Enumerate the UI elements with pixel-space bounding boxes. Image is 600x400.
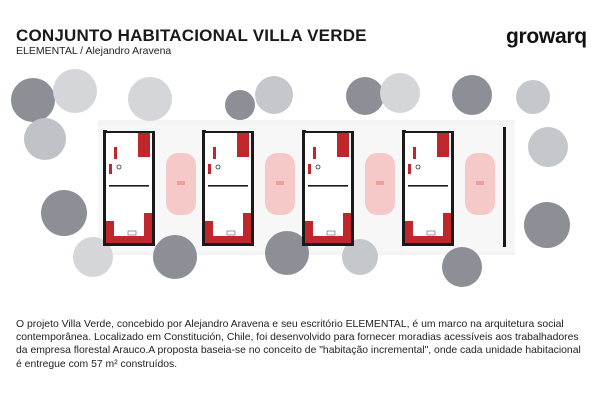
tree: [225, 90, 255, 120]
tree: [24, 118, 66, 160]
tree: [41, 190, 87, 236]
tree: [380, 73, 420, 113]
tree: [516, 80, 550, 114]
site-plan: [0, 65, 600, 287]
tree: [53, 69, 97, 113]
page-subtitle: ELEMENTAL / Alejandro Aravena: [16, 45, 172, 57]
tree: [11, 78, 55, 122]
tree: [524, 202, 570, 248]
brand-logo: growarq: [506, 25, 587, 48]
tree: [452, 75, 492, 115]
page-title: CONJUNTO HABITACIONAL VILLA VERDE: [16, 26, 367, 45]
tree: [153, 235, 197, 279]
project-description: O projeto Villa Verde, concebido por Alejandro Aravena e seu escritório ELEMENTAL, é um marco na arquitetura social contemporânea. Localizado em Constitución, Chile, foi desenvolvido para fornecer moradias acessíveis aos trabalhadores da empresa florestal Arauco.A proposta baseia-se no conceito de "habitação incremental", onde cada unidade habitacional é entregue com 57 m² construídos.: [16, 319, 581, 370]
tree: [442, 247, 482, 287]
site-boundary: [503, 127, 506, 247]
tree: [346, 77, 384, 115]
tree: [528, 127, 568, 167]
tree: [128, 77, 172, 121]
tree: [255, 76, 293, 114]
